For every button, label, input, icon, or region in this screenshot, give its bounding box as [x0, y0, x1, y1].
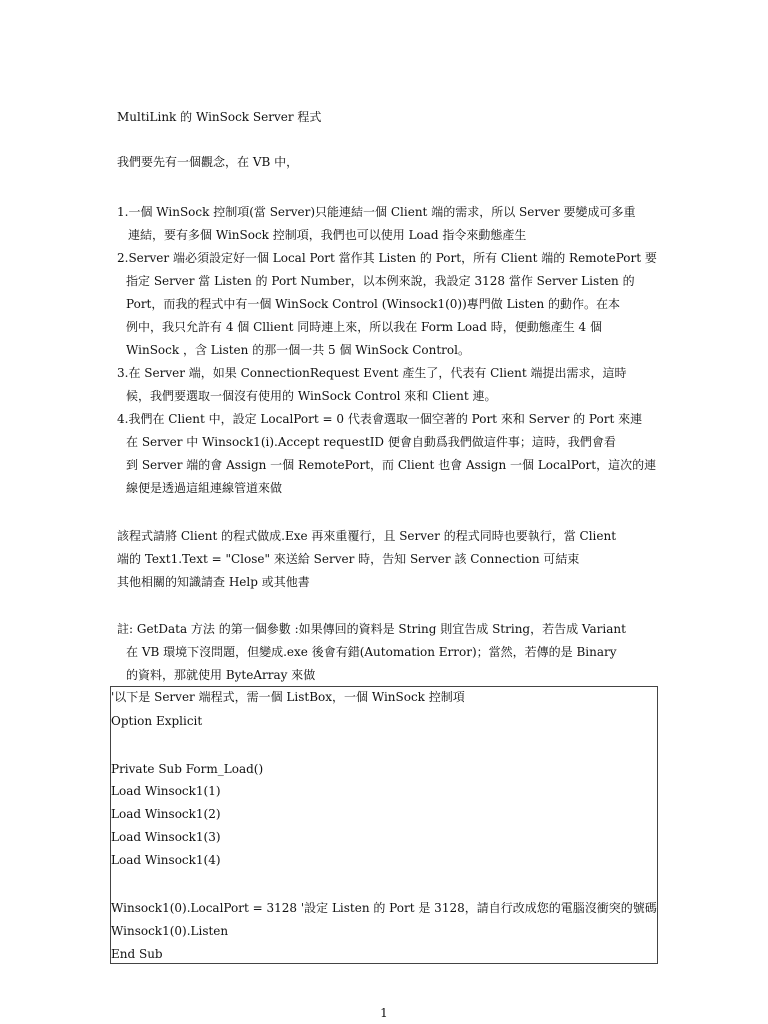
- point-4-line-2: 在 Server 中 Winsock1(i).Accept requestID 便會自動爲我們做這件事；這時，我們會看: [126, 435, 616, 449]
- code-line-8: Load Winsock1(4): [111, 853, 221, 867]
- point-4-line-4: 線便是透過這組連線管道來做: [126, 481, 283, 495]
- point-2-line-4: 例中，我只允許有 4 個 Cllient 同時連上來，所以我在 Form Load 時，便動態產生 4 個: [126, 320, 602, 334]
- point-2-line-2: 指定 Server 當 Listen 的 Port Number，以本例來說，我設定 3128 當作 Server Listen 的: [126, 274, 635, 288]
- note-line-2: 在 VB 環境下沒問題，但變成.exe 後會有錯(Automation Error)；當然，若傳的是 Binary: [126, 645, 617, 659]
- point-3-line-1: 3.在 Server 端，如果 ConnectionRequest Event 產生了，代表有 Client 端提出需求，這時: [117, 366, 627, 380]
- point-1-line-1: 1.一個 WinSock 控制項(當 Server)只能連結一個 Client 端的需求，所以 Server 要變成可多重: [117, 205, 636, 219]
- point-2-line-3: Port，而我的程式中有一個 WinSock Control (Winsock1(0))專門做 Listen 的動作。在本: [126, 297, 621, 311]
- point-4-line-1: 4.我們在 Client 中，設定 LocalPort = 0 代表會選取一個空著的 Port 來和 Server 的 Port 來連: [117, 412, 643, 426]
- code-line-4: Private Sub Form_Load(): [111, 762, 264, 776]
- code-line-1: '以下是 Server 端程式，需一個 ListBox，一個 WinSock 控制項: [111, 690, 465, 704]
- point-1-line-2: 連結，要有多個 WinSock 控制項，我們也可以使用 Load 指令來動態產生: [128, 228, 527, 242]
- point-2-line-5: WinSock ，含 Listen 的那一個一共 5 個 WinSock Control。: [126, 343, 470, 357]
- paragraph-2-line-1: 該程式請將 Client 的程式做成.Exe 再來重覆行，且 Server 的程式同時也要執行，當 Client: [117, 529, 617, 543]
- paragraph-2-line-2: 端的 Text1.Text = "Close" 來送給 Server 時，告知 Server 該 Connection 可結束: [117, 552, 580, 566]
- code-line-12: End Sub: [111, 947, 163, 961]
- code-line-11: Winsock1(0).Listen: [111, 924, 229, 938]
- point-2-line-1: 2.Server 端必須設定好一個 Local Port 當作其 Listen 的 Port，所有 Client 端的 RemotePort 要: [117, 251, 657, 265]
- note-line-3: 的資料，那就使用 ByteArray 來做: [126, 668, 316, 682]
- page-number: 1: [380, 1006, 388, 1020]
- code-line-10: Winsock1(0).LocalPort = 3128 '設定 Listen 的 Port 是 3128，請自行改成您的電腦沒衝突的號碼: [111, 901, 657, 915]
- code-line-7: Load Winsock1(3): [111, 830, 221, 844]
- paragraph-2-line-3: 其他相關的知識請查 Help 或其他書: [117, 575, 310, 589]
- code-line-5: Load Winsock1(1): [111, 784, 221, 798]
- code-line-2: Option Explicit: [111, 714, 203, 728]
- intro-line: 我們要先有一個觀念，在 VB 中，: [117, 155, 299, 169]
- point-4-line-3: 到 Server 端的會 Assign 一個 RemotePort，而 Client 也會 Assign 一個 LocalPort，這次的連: [126, 458, 657, 472]
- document-title: MultiLink 的 WinSock Server 程式: [117, 110, 322, 124]
- code-line-6: Load Winsock1(2): [111, 807, 221, 821]
- point-3-line-2: 候，我們要選取一個沒有使用的 WinSock Control 來和 Client 連。: [126, 389, 497, 403]
- note-line-1: 註: GetData 方法 的第一個參數 :如果傳回的資料是 String 則宜告成 String，若告成 Variant: [117, 622, 626, 636]
